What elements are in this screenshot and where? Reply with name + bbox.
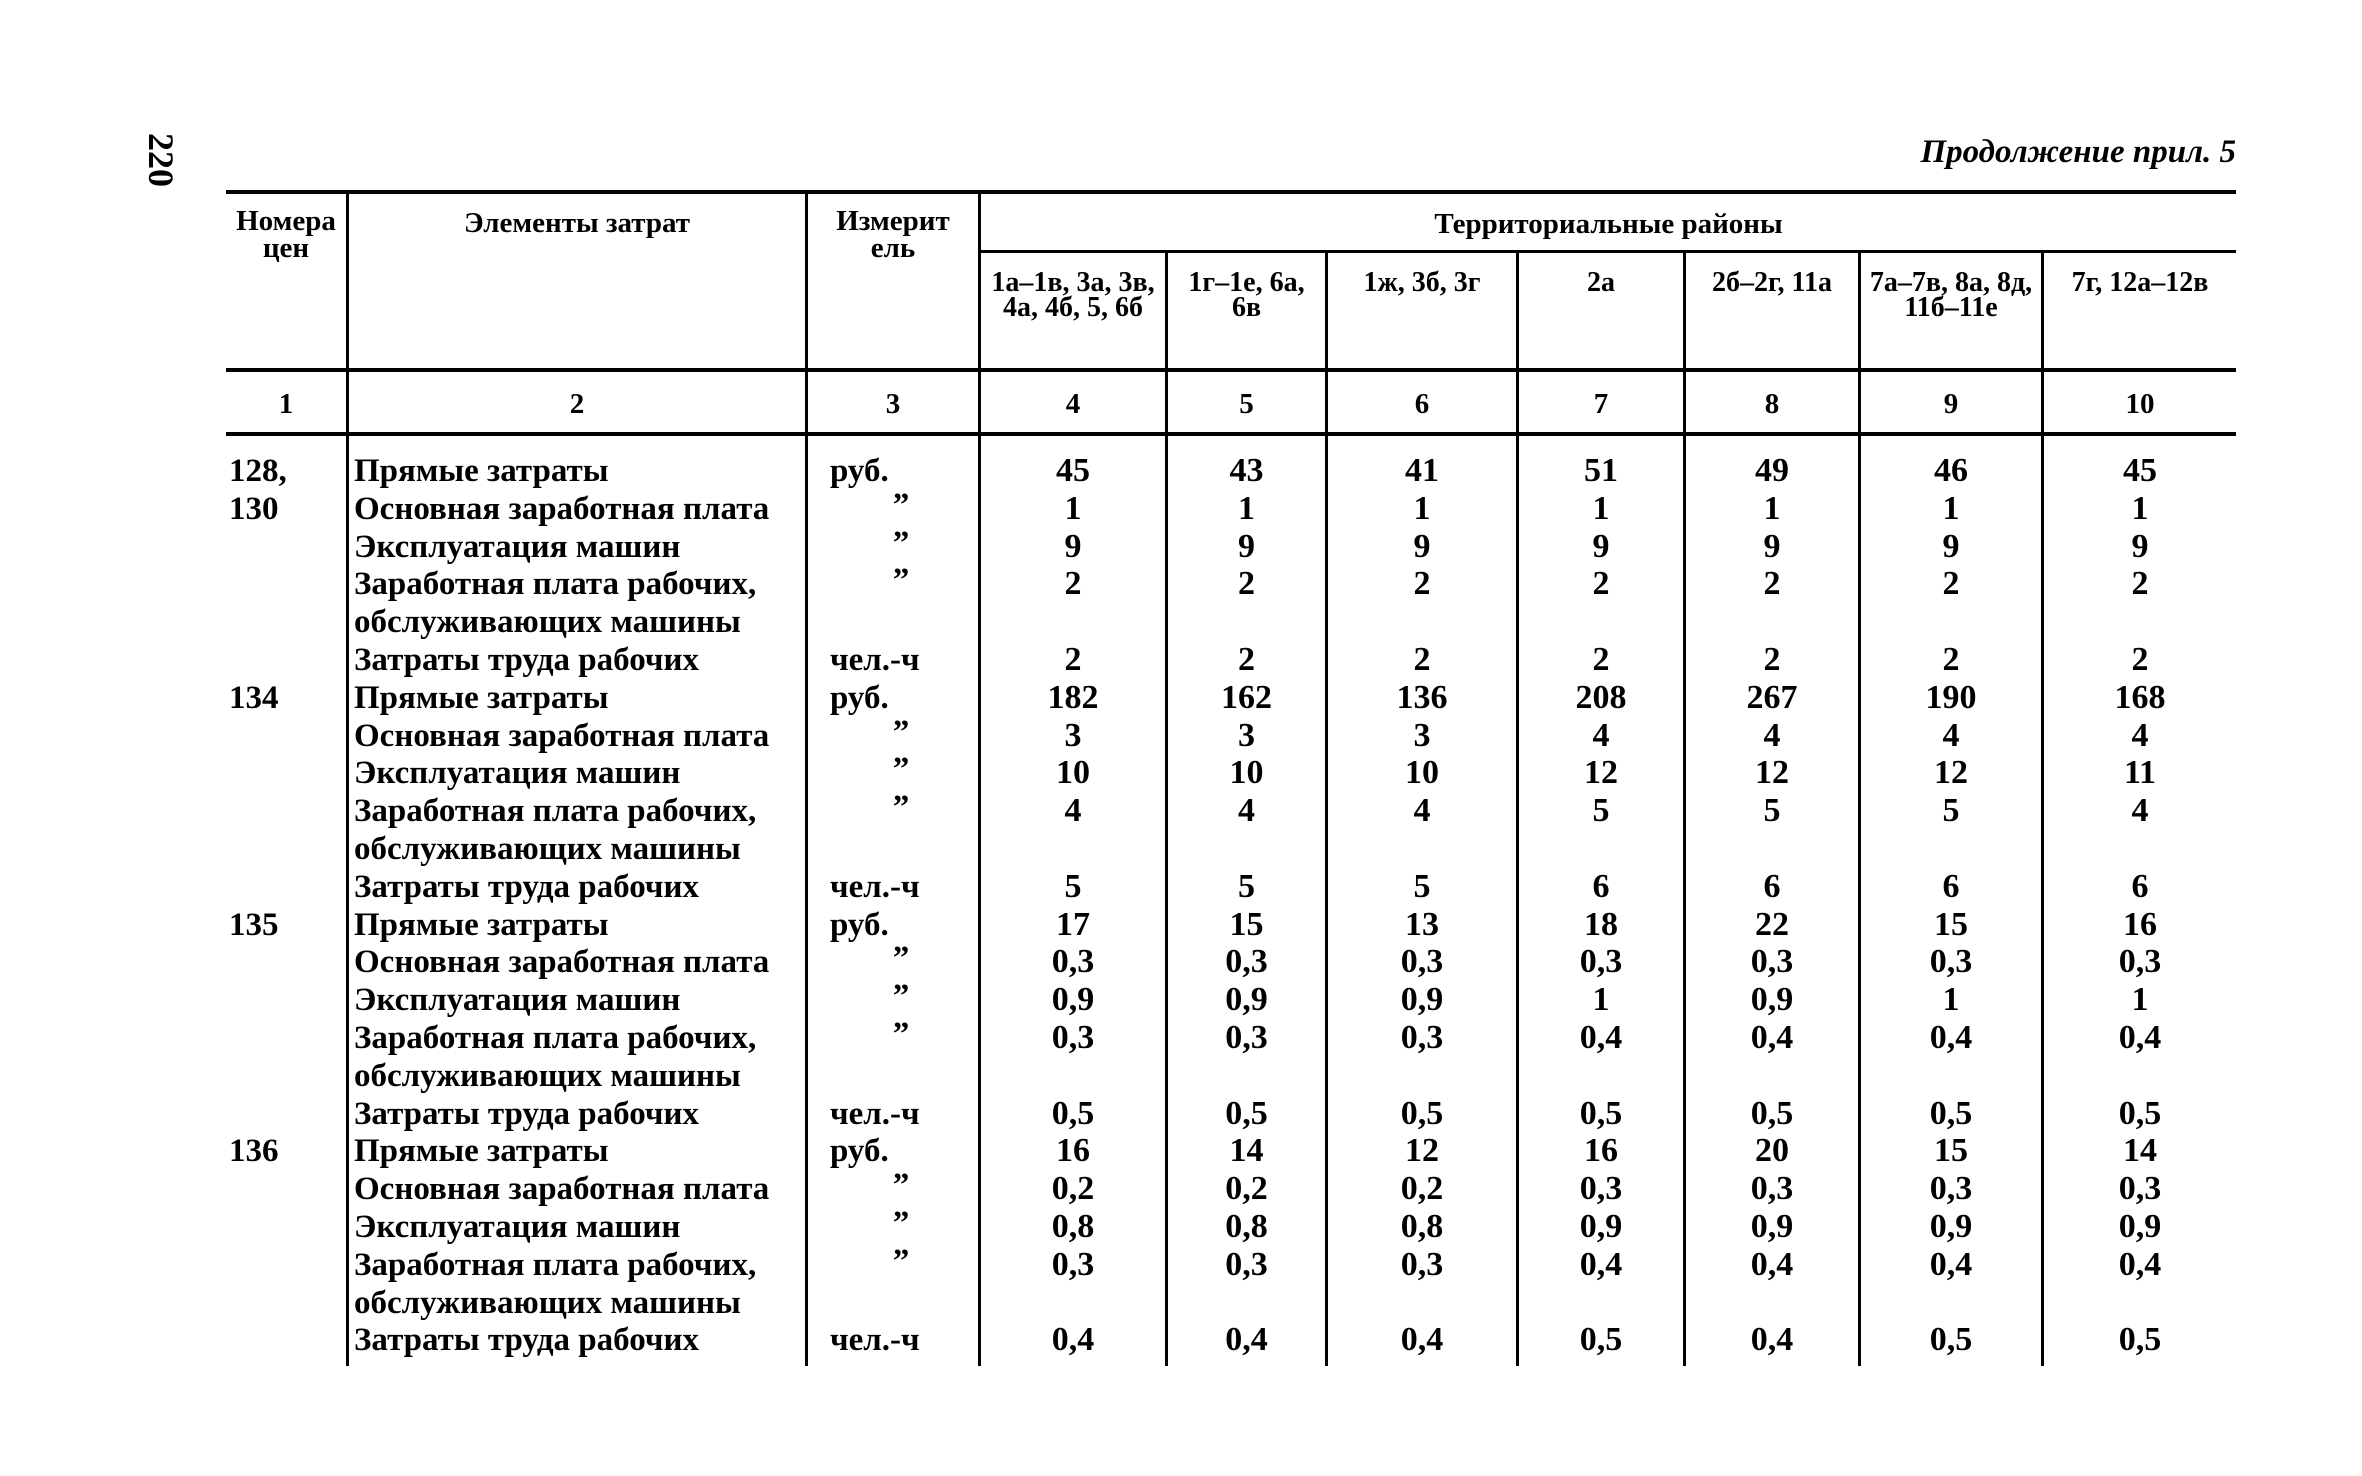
region-value: 16 [1584, 1132, 1618, 1170]
col-divider-1 [346, 190, 349, 1366]
price-number: 135 [229, 906, 279, 943]
region-value: 0,2 [1400, 1170, 1444, 1208]
region-value: 0,3 [1225, 1019, 1268, 1056]
unit-value: ” [892, 978, 910, 1015]
header-regions-title: Территориальные районы [1434, 208, 1783, 240]
region-value: 2 [1763, 641, 1781, 678]
region-value: 4 [1064, 792, 1082, 830]
cost-element: Основная заработная плата [354, 1171, 770, 1208]
region-value: 136 [1396, 678, 1448, 716]
region-value: 0,2 [1225, 1170, 1268, 1208]
region-value: 9 [1238, 527, 1255, 565]
region-value: 208 [1575, 678, 1627, 716]
cost-element: Основная заработная плата [354, 944, 770, 981]
region-value: 2 [1238, 565, 1255, 603]
column-number: 1 [278, 388, 294, 420]
unit-value: ” [892, 486, 910, 523]
col-divider-2 [805, 190, 808, 1366]
cost-element: обслуживающих машины [354, 1284, 741, 1321]
column-number: 6 [1414, 388, 1430, 420]
cost-element: Прямые затраты [354, 1133, 609, 1170]
region-value: 12 [1755, 754, 1789, 792]
region-value: 6 [1592, 867, 1610, 905]
region-value: 5 [1413, 867, 1431, 905]
region-value: 22 [1755, 905, 1789, 943]
region-value: 0,5 [2118, 1321, 2162, 1359]
region-value: 3 [1413, 716, 1431, 754]
column-number: 10 [2125, 388, 2155, 420]
unit-value: руб. [830, 679, 889, 716]
region-value: 2 [1413, 641, 1431, 678]
region-value: 182 [1047, 678, 1099, 716]
region-value: 5 [1238, 867, 1255, 905]
region-value: 4 [2131, 716, 2149, 754]
region-value: 0,3 [1051, 1245, 1095, 1283]
cost-element: Заработная плата рабочих, [354, 566, 757, 603]
unit-value: чел.-ч [830, 642, 920, 678]
unit-value: ” [892, 1242, 910, 1279]
region-value: 0,3 [1750, 943, 1794, 981]
unit-value: ” [892, 1205, 910, 1241]
cost-element: Основная заработная плата [354, 717, 770, 754]
region-value: 0,5 [1929, 1094, 1973, 1132]
region-value: 4 [1238, 792, 1255, 830]
unit-value: ” [892, 751, 910, 788]
region-value: 14 [1229, 1132, 1264, 1170]
region-value: 5 [1592, 792, 1610, 830]
region-value: 0,3 [1929, 943, 1973, 981]
cost-element: Прямые затраты [354, 453, 609, 489]
region-value: 168 [2114, 678, 2166, 716]
region-value: 0,3 [1225, 943, 1268, 981]
region-value: 0,4 [2118, 1019, 2162, 1056]
region-value: 5 [1763, 792, 1781, 830]
region-header: 1г–1е, 6а, 6в [1188, 267, 1305, 323]
region-value: 0,9 [1051, 981, 1095, 1019]
region-value: 1 [1942, 489, 1960, 527]
cost-element: Заработная плата рабочих, [354, 1246, 757, 1283]
region-header: 2б–2г, 11а [1711, 267, 1832, 298]
region-value: 20 [1755, 1132, 1789, 1170]
region-value: 0,5 [1750, 1094, 1794, 1132]
region-value: 0,3 [1579, 1170, 1623, 1208]
region-value: 9 [2131, 527, 2149, 565]
region-value: 0,9 [1929, 1208, 1973, 1245]
region-value: 46 [1934, 452, 1968, 489]
region-value: 12 [1934, 754, 1968, 792]
region-value: 10 [1056, 754, 1090, 792]
region-header: 2а [1587, 267, 1615, 298]
region-value: 0,4 [2118, 1245, 2162, 1283]
region-value: 2 [1592, 565, 1610, 603]
unit-value: ” [892, 562, 910, 599]
unit-value: ” [892, 940, 910, 977]
region-value: 2 [1942, 641, 1960, 678]
region-header: 1а–1в, 3а, 3в, 4а, 4б, 5, 6б [991, 267, 1155, 323]
region-value: 1 [1942, 981, 1960, 1019]
cost-element: обслуживающих машины [354, 604, 741, 641]
region-value: 0,8 [1400, 1208, 1444, 1245]
region-value: 3 [1238, 716, 1255, 754]
region-value: 5 [1942, 792, 1960, 830]
region-value: 0,4 [1051, 1321, 1095, 1359]
region-value: 0,5 [1579, 1321, 1623, 1359]
region-header: 7а–7в, 8а, 8д, 11б–11е [1869, 267, 2033, 323]
column-number: 4 [1065, 388, 1081, 420]
region-value: 0,3 [1929, 1170, 1973, 1208]
cost-element: Затраты труда рабочих [354, 1322, 699, 1359]
region-value: 0,4 [1750, 1321, 1794, 1359]
region-value: 1 [1064, 489, 1082, 527]
region-value: 4 [1942, 716, 1960, 754]
region-value: 0,5 [1051, 1094, 1095, 1132]
region-value: 2 [1592, 641, 1610, 678]
unit-value: ” [892, 713, 910, 750]
cost-element: Заработная плата рабочих, [354, 1020, 757, 1056]
region-value: 4 [1763, 716, 1781, 754]
column-number: 8 [1764, 388, 1780, 420]
region-value: 9 [1763, 527, 1781, 565]
unit-value: ” [892, 1016, 910, 1052]
region-value: 1 [2131, 981, 2149, 1019]
continuation-title: Продолжение прил. 5 [1920, 134, 2236, 170]
region-value: 0,8 [1225, 1208, 1268, 1245]
header-bottom-rule [226, 368, 2236, 372]
region-value: 0,9 [1400, 981, 1444, 1019]
region-value: 6 [1942, 867, 1960, 905]
cost-element: Затраты труда рабочих [354, 868, 699, 905]
header-unit: Измеритель [836, 205, 950, 264]
region-value: 0,2 [1051, 1170, 1095, 1208]
region-value: 0,3 [1051, 1019, 1095, 1056]
region-value: 6 [2131, 867, 2149, 905]
price-number: 136 [229, 1133, 279, 1170]
cost-element: Основная заработная плата [354, 490, 770, 527]
header-price-number: Номера цен [236, 205, 336, 264]
region-value: 2 [1064, 641, 1082, 678]
region-value: 51 [1584, 452, 1618, 489]
region-value: 267 [1746, 678, 1798, 716]
price-number: 128, [229, 453, 287, 489]
region-value: 1 [2131, 489, 2149, 527]
cost-element: обслуживающих машины [354, 1057, 741, 1094]
region-value: 0,3 [1400, 943, 1444, 981]
colnum-bottom-rule [226, 432, 2236, 436]
unit-value: руб. [830, 906, 889, 943]
region-header: 1ж, 3б, 3г [1363, 267, 1481, 298]
cost-element: Прямые затраты [354, 679, 609, 716]
region-value: 49 [1755, 452, 1789, 489]
region-value: 9 [1942, 527, 1960, 565]
cost-element: Эксплуатация машин [354, 982, 681, 1019]
region-value: 2 [1238, 641, 1255, 678]
region-value: 9 [1413, 527, 1431, 565]
price-number: 130 [229, 490, 279, 527]
region-value: 0,3 [2118, 1170, 2162, 1208]
region-value: 0,9 [1750, 981, 1794, 1019]
region-value: 10 [1405, 754, 1439, 792]
region-value: 2 [1763, 565, 1781, 603]
region-value: 4 [1413, 792, 1431, 830]
region-value: 2 [1942, 565, 1960, 603]
column-number: 9 [1943, 388, 1959, 420]
cost-element: Затраты труда рабочих [354, 642, 699, 678]
cost-element: Заработная плата рабочих, [354, 793, 757, 830]
region-value: 0,8 [1051, 1208, 1095, 1245]
cost-element: Затраты труда рабочих [354, 1095, 699, 1132]
region-value: 1 [1592, 981, 1610, 1019]
region-value: 1 [1592, 489, 1610, 527]
region-value: 0,3 [1225, 1245, 1268, 1283]
price-number: 134 [229, 679, 279, 716]
region-value: 0,4 [1225, 1321, 1268, 1359]
region-value: 4 [1592, 716, 1610, 754]
region-value: 0,4 [1750, 1019, 1794, 1056]
cost-element: Эксплуатация машин [354, 755, 681, 792]
region-value: 0,5 [1929, 1321, 1973, 1359]
column-number: 3 [885, 388, 901, 420]
region-value: 0,9 [2118, 1208, 2162, 1245]
column-number: 7 [1593, 388, 1609, 420]
region-value: 4 [2131, 792, 2149, 830]
region-value: 43 [1229, 452, 1264, 489]
region-value: 0,3 [1400, 1245, 1444, 1283]
region-value: 15 [1934, 1132, 1968, 1170]
region-value: 0,5 [2118, 1094, 2162, 1132]
cost-element: Эксплуатация машин [354, 1209, 681, 1245]
region-value: 2 [1064, 565, 1082, 603]
region-value: 14 [2123, 1132, 2157, 1170]
region-value: 0,5 [1579, 1094, 1623, 1132]
region-value: 0,3 [1750, 1170, 1794, 1208]
region-value: 18 [1584, 905, 1618, 943]
region-value: 0,3 [2118, 943, 2162, 981]
region-value: 6 [1763, 867, 1781, 905]
region-value: 45 [1056, 452, 1090, 489]
page-number: 220 [141, 133, 181, 187]
region-value: 15 [1229, 905, 1264, 943]
region-value: 0,4 [1400, 1321, 1444, 1359]
region-value: 5 [1064, 867, 1082, 905]
region-value: 17 [1056, 905, 1090, 943]
region-value: 10 [1229, 754, 1264, 792]
region-value: 0,3 [1400, 1019, 1444, 1056]
region-value: 1 [1238, 489, 1255, 527]
region-value: 0,4 [1579, 1245, 1623, 1283]
region-value: 16 [2123, 905, 2157, 943]
region-value: 2 [2131, 641, 2149, 678]
region-value: 2 [1413, 565, 1431, 603]
region-value: 45 [2123, 452, 2157, 489]
region-value: 0,4 [1750, 1245, 1794, 1283]
region-value: 1 [1413, 489, 1431, 527]
region-value: 0,5 [1225, 1094, 1268, 1132]
regions-title-rule [980, 250, 2236, 253]
region-value: 0,4 [1579, 1019, 1623, 1056]
unit-value: руб. [830, 453, 889, 489]
region-value: 0,9 [1750, 1208, 1794, 1245]
region-value: 12 [1405, 1132, 1439, 1170]
region-value: 3 [1064, 716, 1082, 754]
region-value: 190 [1925, 678, 1977, 716]
unit-value: ” [892, 524, 910, 561]
region-value: 12 [1584, 754, 1618, 792]
unit-value: ” [892, 1167, 910, 1204]
unit-value: ” [892, 789, 910, 826]
region-value: 41 [1405, 452, 1439, 489]
table-top-rule [226, 190, 2236, 194]
unit-value: чел.-ч [830, 1322, 920, 1359]
unit-value: руб. [830, 1133, 889, 1170]
region-value: 9 [1592, 527, 1610, 565]
region-value: 0,4 [1929, 1019, 1973, 1056]
region-value: 0,4 [1929, 1245, 1973, 1283]
column-number: 2 [569, 388, 585, 420]
region-value: 16 [1056, 1132, 1090, 1170]
cost-element: Эксплуатация машин [354, 528, 681, 565]
region-value: 0,3 [1051, 943, 1095, 981]
region-value: 2 [2131, 565, 2149, 603]
region-value: 1 [1763, 489, 1781, 527]
region-value: 13 [1405, 905, 1439, 943]
region-value: 0,9 [1225, 981, 1268, 1019]
region-header: 7г, 12а–12в [2071, 267, 2209, 298]
region-value: 9 [1064, 527, 1082, 565]
header-cost-elements: Элементы затрат [463, 207, 691, 239]
region-value: 0,3 [1579, 943, 1623, 981]
cost-element: обслуживающих машины [354, 831, 741, 867]
cost-element: Прямые затраты [354, 906, 609, 943]
region-value: 11 [2123, 754, 2157, 792]
region-value: 15 [1934, 905, 1968, 943]
region-value: 162 [1221, 678, 1272, 716]
unit-value: чел.-ч [830, 1095, 920, 1132]
column-number: 5 [1239, 388, 1254, 420]
region-value: 0,5 [1400, 1094, 1444, 1132]
unit-value: чел.-ч [830, 868, 920, 905]
region-value: 0,9 [1579, 1208, 1623, 1245]
